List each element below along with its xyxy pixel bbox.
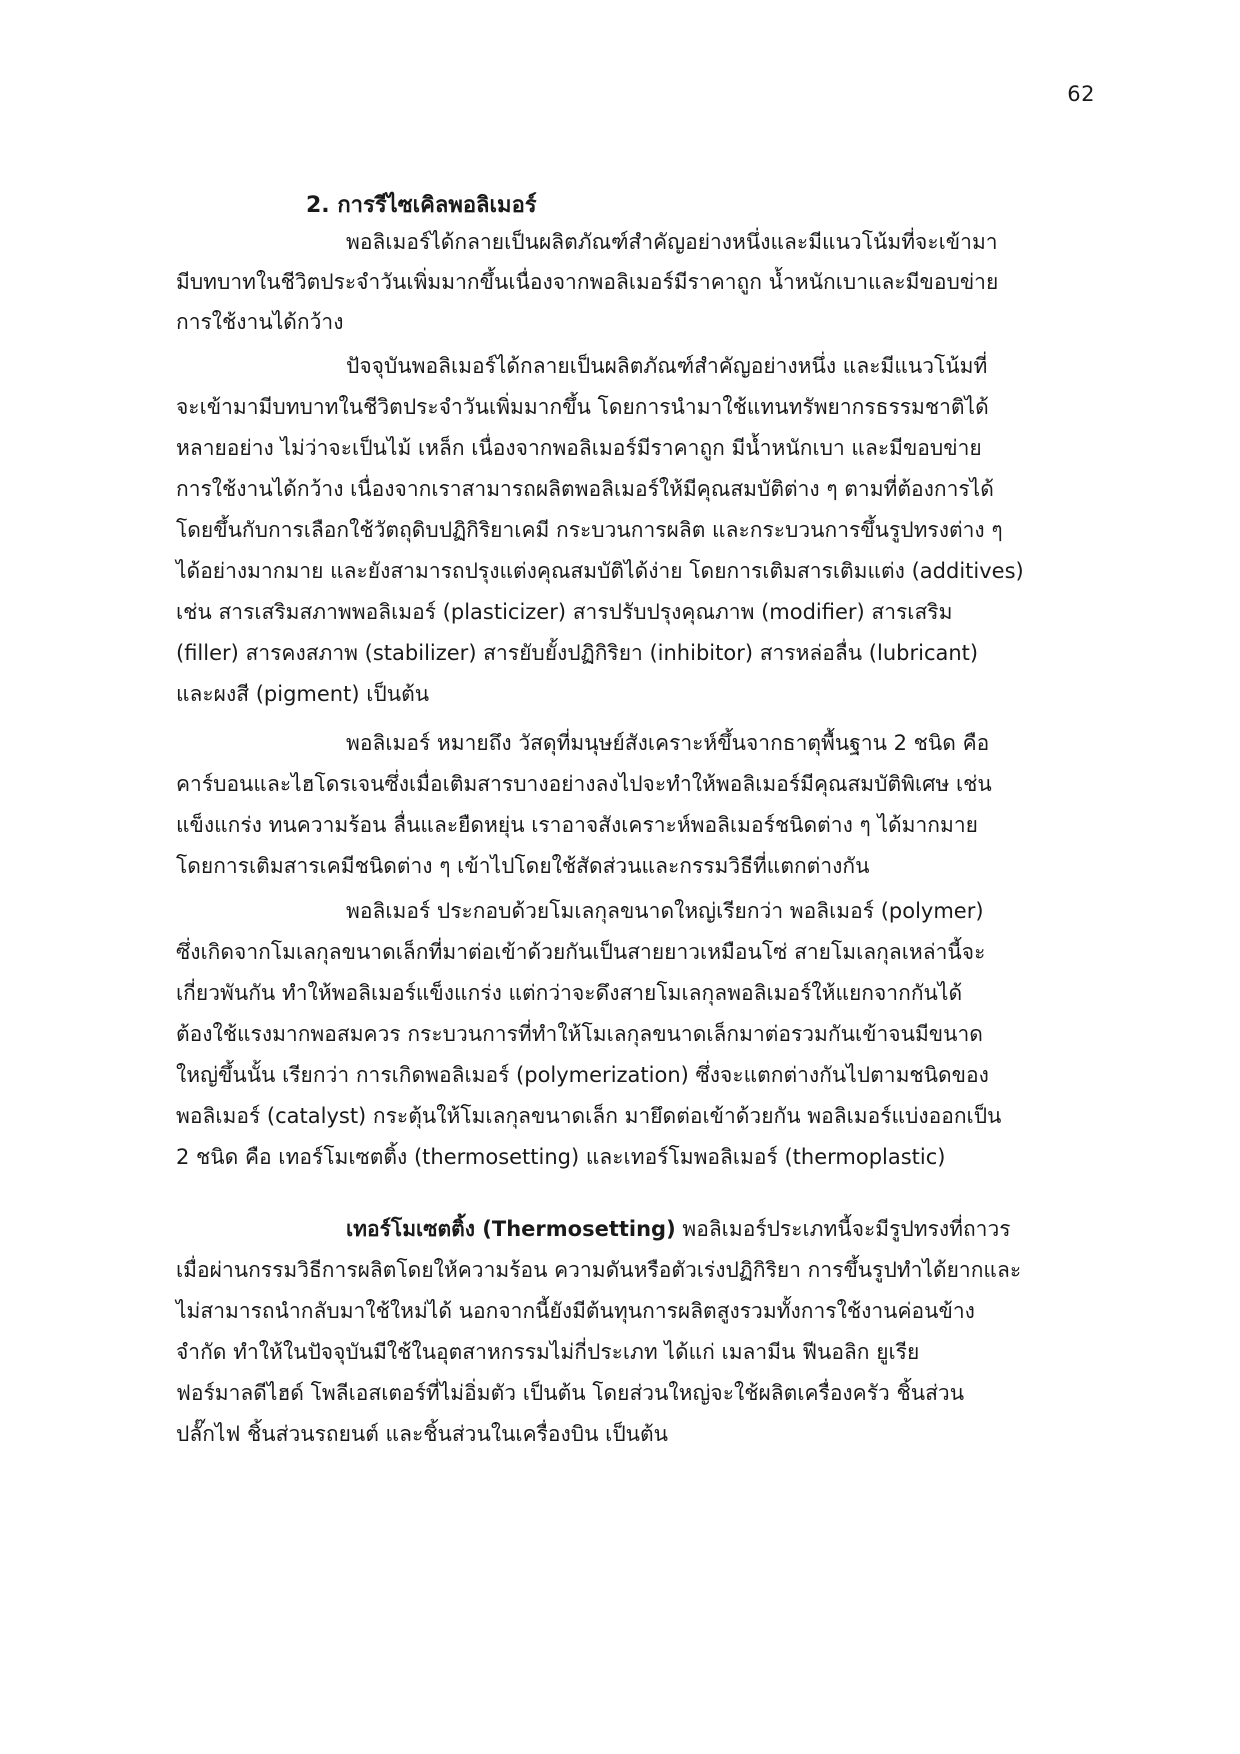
- section-heading: 2. การรีไซเคิลพอลิเมอร์: [306, 193, 537, 218]
- paragraph-line: พอลิเมอร์ ประกอบด้วยโมเลกุลขนาดใหญ่เรียกว่า พอลิเมอร์ (polymer): [346, 899, 984, 923]
- paragraph-line-rest: พอลิเมอร์ประเภทนี้จะมีรูปทรงที่ถาวร: [675, 1217, 1011, 1241]
- paragraph-line: ได้อย่างมากมาย และยังสามารถปรุงแต่งคุณสมบัติได้ง่าย โดยการเติมสารเติมแต่ง (additives): [176, 559, 1024, 583]
- paragraph-line: ปัจจุบันพอลิเมอร์ได้กลายเป็นผลิตภัณฑ์สำคัญอย่างหนึ่ง และมีแนวโน้มที่: [346, 354, 988, 378]
- paragraph-line: ฟอร์มาลดีไฮด์ โพลีเอสเตอร์ที่ไม่อิ่มตัว เป็นต้น โดยส่วนใหญ่จะใช้ผลิตเครื่องครัว ชิ้นส่วน: [176, 1381, 965, 1405]
- paragraph-line: โดยการเติมสารเคมีชนิดต่าง ๆ เข้าไปโดยใช้สัดส่วนและกรรมวิธีที่แตกต่างกัน: [176, 854, 870, 878]
- paragraph-line: หลายอย่าง ไม่ว่าจะเป็นไม้ เหล็ก เนื่องจากพอลิเมอร์มีราคาถูก มีน้ำหนักเบา และมีขอบข่าย: [176, 436, 982, 460]
- paragraph-line: จำกัด ทำให้ในปัจจุบันมีใช้ในอุตสาหกรรมไม่กี่ประเภท ได้แก่ เมลามีน ฟีนอลิก ยูเรีย: [176, 1340, 920, 1364]
- paragraph-line: และผงสี (pigment) เป็นต้น: [176, 682, 430, 706]
- paragraph-line: เมื่อผ่านกรรมวิธีการผลิตโดยให้ความร้อน ความดันหรือตัวเร่งปฏิกิริยา การขึ้นรูปทำได้ยากและ: [176, 1258, 1022, 1282]
- paragraph-line: การใช้งานได้กว้าง เนื่องจากเราสามารถผลิตพอลิเมอร์ให้มีคุณสมบัติต่าง ๆ ตามที่ต้องการได้: [176, 477, 994, 501]
- paragraph-line: การใช้งานได้กว้าง: [176, 310, 344, 334]
- paragraph-line: พอลิเมอร์ (catalyst) กระตุ้นให้โมเลกุลขนาดเล็ก มายึดต่อเข้าด้วยกัน พอลิเมอร์แบ่งออกเป็น: [176, 1104, 1002, 1128]
- paragraph-line: โดยขึ้นกับการเลือกใช้วัตถุดิบปฏิกิริยาเคมี กระบวนการผลิต และกระบวนการขึ้นรูปทรงต่าง ๆ: [176, 518, 1003, 542]
- page-number: 62: [1067, 82, 1095, 106]
- paragraph-line: มีบทบาทในชีวิตประจำวันเพิ่มมากขึ้นเนื่องจากพอลิเมอร์มีราคาถูก น้ำหนักเบาและมีขอบข่าย: [176, 270, 999, 294]
- paragraph-line: พอลิเมอร์ หมายถึง วัสดุที่มนุษย์สังเคราะห์ขึ้นจากธาตุพื้นฐาน 2 ชนิด คือ: [346, 731, 990, 755]
- paragraph-first-line: [346, 1214, 1011, 1244]
- paragraph-line: คาร์บอนและไฮโดรเจนซึ่งเมื่อเติมสารบางอย่างลงไปจะทำให้พอลิเมอร์มีคุณสมบัติพิเศษ เช่น: [176, 772, 992, 796]
- paragraph-line: ปลั๊กไฟ ชิ้นส่วนรถยนต์ และชิ้นส่วนในเครื่องบิน เป็นต้น: [176, 1422, 669, 1446]
- paragraph-line: ต้องใช้แรงมากพอสมควร กระบวนการที่ทำให้โมเลกุลขนาดเล็กมาต่อรวมกันเข้าจนมีขนาด: [176, 1022, 983, 1046]
- paragraph-line: เช่น สารเสริมสภาพพอลิเมอร์ (plasticizer) สารปรับปรุงคุณภาพ (modifier) สารเสริม: [176, 600, 953, 624]
- paragraph-line: ไม่สามารถนำกลับมาใช้ใหม่ได้ นอกจากนี้ยังมีต้นทุนการผลิตสูงรวมทั้งการใช้งานค่อนข้าง: [176, 1299, 975, 1323]
- term-heading: เทอร์โมเซตติ้ง (Thermosetting): [346, 1217, 676, 1241]
- paragraph-line: เกี่ยวพันกัน ทำให้พอลิเมอร์แข็งแกร่ง แต่กว่าจะดึงสายโมเลกุลพอลิเมอร์ให้แยกจากกันได้: [176, 981, 963, 1005]
- paragraph-line: แข็งแกร่ง ทนความร้อน ลื่นและยืดหยุ่น เราอาจสังเคราะห์พอลิเมอร์ชนิดต่าง ๆ ได้มากมาย: [176, 813, 978, 837]
- paragraph-line: (filler) สารคงสภาพ (stabilizer) สารยับยั้งปฏิกิริยา (inhibitor) สารหล่อลื่น (lubricant): [176, 641, 979, 665]
- paragraph-line: จะเข้ามามีบทบาทในชีวิตประจำวันเพิ่มมากขึ้น โดยการนำมาใช้แทนทรัพยากรธรรมชาติได้: [176, 395, 989, 419]
- paragraph-line: ใหญ่ขึ้นนั้น เรียกว่า การเกิดพอลิเมอร์ (polymerization) ซึ่งจะแตกต่างกันไปตามชนิดของ: [176, 1063, 989, 1087]
- paragraph-line: 2 ชนิด คือ เทอร์โมเซตติ้ง (thermosetting) และเทอร์โมพอลิเมอร์ (thermoplastic): [176, 1145, 946, 1169]
- paragraph-line: ซึ่งเกิดจากโมเลกุลขนาดเล็กที่มาต่อเข้าด้วยกันเป็นสายยาวเหมือนโซ่ สายโมเลกุลเหล่านี้จะ: [176, 940, 986, 964]
- paragraph-line: พอลิเมอร์ได้กลายเป็นผลิตภัณฑ์สำคัญอย่างหนึ่งและมีแนวโน้มที่จะเข้ามา: [346, 230, 998, 254]
